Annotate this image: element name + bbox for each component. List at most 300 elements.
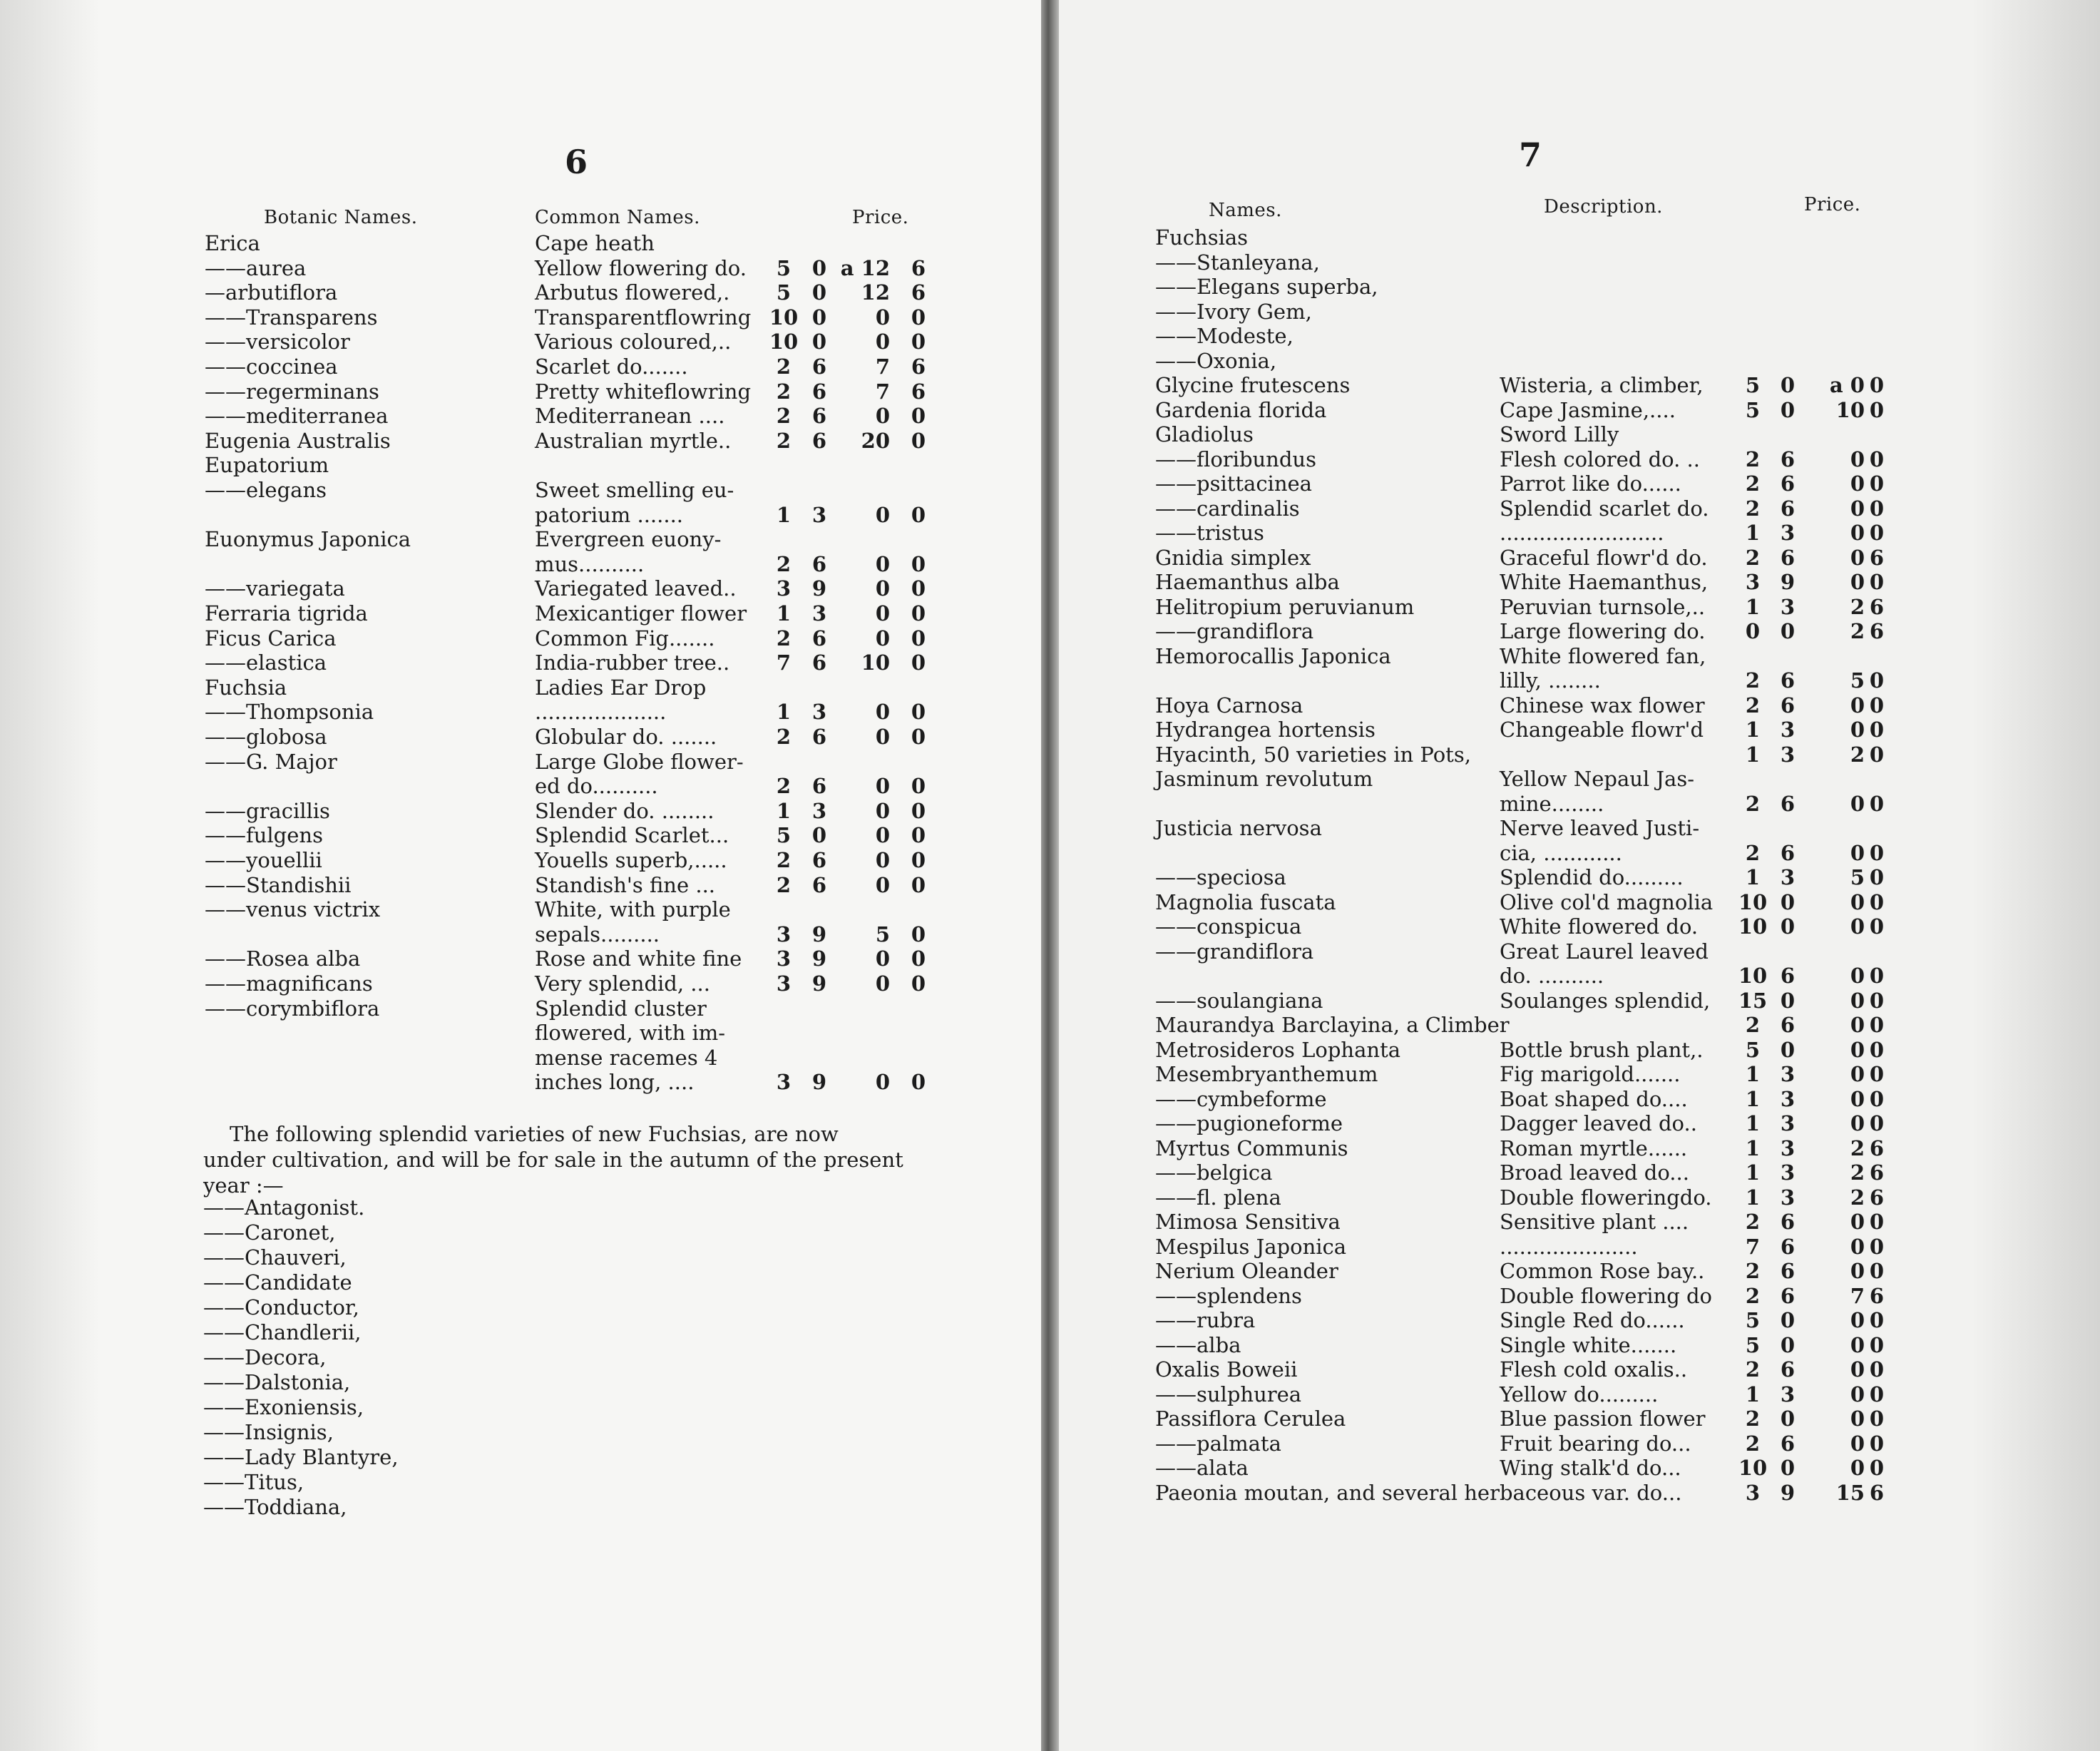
price-doz-shillings: 0: [1850, 1431, 1865, 1456]
price-row: [0, 601, 956, 626]
plant-name: Ficus Carica: [205, 626, 337, 650]
price-doz-shillings: 0: [875, 725, 890, 749]
price-doz-pence: 0: [1869, 1308, 1885, 1332]
price-doz-pence: 0: [1869, 496, 1885, 521]
plant-name: ——palmata: [1155, 1431, 1281, 1456]
price-row: [1059, 1013, 1943, 1037]
price-doz-shillings: 0: [875, 700, 890, 725]
plant-description: Evergreen euony-: [535, 527, 722, 552]
price-shillings: 2: [1745, 446, 1761, 471]
price-pence: 3: [811, 700, 827, 725]
price-doz-shillings: 0: [1850, 471, 1865, 496]
plant-description: Splendid scarlet do.: [1500, 496, 1709, 521]
price-row: [0, 626, 956, 650]
price-row: [1059, 1185, 1943, 1210]
price-pence: 3: [1780, 1160, 1796, 1185]
price-doz-shillings: 15: [1835, 1480, 1865, 1505]
plant-name: ——splendens: [1155, 1283, 1302, 1308]
price-row: [0, 774, 956, 798]
price-doz-pence: 0: [1869, 964, 1885, 988]
plant-name: ——cymbeforme: [1155, 1086, 1327, 1111]
plant-description: Dagger leaved do..: [1500, 1111, 1697, 1135]
price-shillings: 5: [776, 280, 792, 305]
price-doz-shillings: 7: [875, 379, 890, 404]
plant-name: ——elastica: [205, 650, 327, 675]
price-row: [1059, 1456, 1943, 1480]
fuchsia-variety: ——Chauveri,: [203, 1245, 347, 1270]
price-pence: 6: [1780, 964, 1796, 988]
price-pence: 0: [1780, 988, 1796, 1013]
fuchsia-variety: ——Decora,: [203, 1345, 327, 1369]
plant-name: Fuchsias: [1155, 225, 1249, 250]
plant-description: Parrot like do......: [1500, 471, 1681, 496]
plant-name: ——elegans: [205, 478, 327, 502]
price-doz-shillings: 0: [875, 626, 890, 650]
price-row: [1059, 1210, 1943, 1234]
plant-description: Flesh cold oxalis..: [1500, 1357, 1688, 1382]
price-shillings: 1: [1745, 742, 1761, 767]
price-row: [0, 404, 956, 428]
price-shillings: 3: [776, 971, 792, 996]
price-shillings: 1: [1745, 1185, 1761, 1210]
price-shillings: 2: [1745, 1210, 1761, 1234]
price-row: [1059, 275, 1943, 299]
price-shillings: 7: [1745, 1234, 1761, 1259]
price-pence: 0: [811, 330, 827, 354]
plant-name: ——Thompsonia: [205, 700, 374, 725]
price-shillings: 2: [776, 354, 792, 379]
price-doz-pence: 0: [1869, 1210, 1885, 1234]
price-shillings: 1: [1745, 1382, 1761, 1407]
price-doz-pence: 0: [1869, 1111, 1885, 1135]
price-pence: 0: [811, 255, 827, 280]
price-shillings: 2: [776, 626, 792, 650]
header-botanic-names: Botanic Names.: [264, 207, 418, 228]
price-doz-shillings: 0: [1850, 446, 1865, 471]
price-doz-pence: 0: [911, 428, 926, 453]
price-doz-shillings: 0: [875, 305, 890, 330]
plant-name: Gnidia simplex: [1155, 545, 1311, 570]
price-doz-pence: 0: [1869, 1086, 1885, 1111]
price-pence: 6: [1780, 471, 1796, 496]
price-doz-pence: 0: [1869, 1234, 1885, 1259]
price-row: [1059, 742, 1943, 767]
plant-name: ——psittacinea: [1155, 471, 1312, 496]
plant-name: —arbutiflora: [205, 280, 338, 305]
price-doz-pence: 0: [911, 848, 926, 872]
plant-name: Metrosideros Lophanta: [1155, 1037, 1401, 1062]
plant-description: cia, ............: [1500, 840, 1622, 865]
plant-description: mense racemes 4: [535, 1045, 718, 1070]
price-pence: 3: [1780, 1185, 1796, 1210]
price-shillings: 1: [1745, 1111, 1761, 1135]
price-doz-shillings: a 12: [840, 255, 890, 280]
price-pence: 3: [1780, 1086, 1796, 1111]
plant-name: Glycine frutescens: [1155, 373, 1351, 397]
plant-description: Splendid do.........: [1500, 865, 1684, 889]
plant-description: Mexicantiger flower: [535, 601, 747, 626]
price-doz-shillings: 0: [1850, 840, 1865, 865]
plant-name: Passiflora Cerulea: [1155, 1407, 1346, 1431]
price-doz-pence: 6: [1869, 594, 1885, 619]
page-number-right: 7: [1519, 136, 1542, 174]
price-row: [0, 256, 956, 280]
plant-name: ——variegata: [205, 576, 345, 601]
price-shillings: 2: [776, 379, 792, 404]
price-shillings: 3: [776, 922, 792, 946]
price-pence: 6: [811, 872, 827, 897]
price-pence: 3: [1780, 742, 1796, 767]
price-row: [0, 996, 956, 1021]
price-shillings: 2: [1745, 1259, 1761, 1283]
price-row: [1059, 1111, 1943, 1135]
price-row: [1059, 1038, 1943, 1062]
price-pence: 6: [1780, 496, 1796, 521]
price-row: [1059, 1308, 1943, 1332]
plant-description: Splendid Scarlet...: [535, 823, 729, 848]
plant-description: .........................: [1500, 521, 1664, 545]
plant-description: Double floweringdo.: [1500, 1185, 1712, 1210]
price-doz-shillings: 0: [1850, 545, 1865, 570]
price-row: [0, 700, 956, 724]
plant-name: ——coccinea: [205, 354, 338, 379]
price-shillings: 2: [1745, 693, 1761, 718]
price-doz-pence: 0: [911, 823, 926, 848]
plant-name: ——Oxonia,: [1155, 348, 1277, 373]
plant-name: ——floribundus: [1155, 446, 1316, 471]
price-row: [1059, 300, 1943, 324]
price-row: [1059, 890, 1943, 914]
plant-description: Sensitive plant ....: [1500, 1210, 1689, 1234]
plant-name: Erica: [205, 231, 260, 255]
price-doz-pence: 0: [1869, 791, 1885, 816]
price-row: [1059, 496, 1943, 521]
plant-description: Rose and white fine: [535, 946, 742, 971]
price-doz-pence: 0: [911, 774, 926, 799]
price-doz-shillings: 0: [1850, 914, 1865, 939]
price-doz-shillings: 0: [1850, 1357, 1865, 1382]
price-row: [1059, 570, 1943, 594]
price-shillings: 10: [1738, 964, 1768, 988]
plant-name: ——Stanleyana,: [1155, 250, 1320, 275]
price-doz-pence: 0: [1869, 1037, 1885, 1062]
book-gutter: [1041, 0, 1059, 1751]
price-doz-shillings: 0: [1850, 521, 1865, 545]
plant-description: Bottle brush plant,.: [1500, 1037, 1704, 1062]
price-row: [1059, 865, 1943, 889]
plant-description: Scarlet do.......: [535, 354, 688, 379]
price-pence: 9: [811, 576, 827, 601]
header-price: Price.: [1804, 194, 1861, 215]
price-row: [1059, 1431, 1943, 1456]
price-row: [0, 280, 956, 305]
price-row: [1059, 792, 1943, 816]
plant-name: Justicia nervosa: [1155, 816, 1322, 840]
plant-description: mine........: [1500, 791, 1604, 816]
price-doz-pence: 6: [911, 255, 926, 280]
price-doz-pence: 0: [911, 700, 926, 725]
price-doz-pence: 0: [911, 650, 926, 675]
plant-name: Oxalis Boweii: [1155, 1357, 1298, 1382]
plant-name: Helitropium peruvianum: [1155, 594, 1415, 619]
price-shillings: 2: [776, 774, 792, 799]
plant-description: Cape heath: [535, 231, 655, 255]
price-row: [1059, 447, 1943, 471]
price-doz-shillings: 0: [875, 1070, 890, 1095]
plant-description: Double flowering do: [1500, 1283, 1713, 1308]
plant-name: ——aurea: [205, 255, 307, 280]
price-doz-shillings: 2: [1850, 742, 1865, 767]
price-doz-pence: 6: [1869, 1283, 1885, 1308]
price-row: [1059, 521, 1943, 545]
price-doz-pence: 0: [1869, 1357, 1885, 1382]
price-row: [1059, 1382, 1943, 1407]
price-doz-shillings: 0: [875, 576, 890, 601]
plant-description: Graceful flowr'd do.: [1500, 545, 1708, 570]
price-shillings: 1: [776, 601, 792, 626]
price-pence: 3: [811, 601, 827, 626]
plant-description: Boat shaped do....: [1500, 1086, 1688, 1111]
price-doz-shillings: 0: [1850, 889, 1865, 914]
price-shillings: 5: [776, 823, 792, 848]
price-doz-shillings: 2: [1850, 594, 1865, 619]
price-doz-shillings: 7: [1850, 1283, 1865, 1308]
price-doz-shillings: 0: [1850, 791, 1865, 816]
price-doz-shillings: 0: [1850, 1062, 1865, 1086]
price-pence: 0: [811, 280, 827, 305]
plant-description: Youells superb,.....: [535, 848, 727, 872]
price-pence: 6: [1780, 1234, 1796, 1259]
price-row: [1059, 939, 1943, 964]
price-shillings: 2: [1745, 496, 1761, 521]
price-row: [1059, 595, 1943, 619]
price-doz-shillings: 0: [875, 848, 890, 872]
plant-name: ——tristus: [1155, 521, 1264, 545]
price-doz-pence: 0: [911, 626, 926, 650]
plant-name: ——soulangiana: [1155, 988, 1323, 1013]
price-doz-shillings: 0: [1850, 496, 1865, 521]
fuchsia-variety: ——Dalstonia,: [203, 1370, 351, 1394]
price-doz-shillings: 0: [875, 601, 890, 626]
price-doz-pence: 0: [1869, 889, 1885, 914]
plant-name: Euonymus Japonica: [205, 527, 411, 552]
plant-description: flowered, with im-: [535, 1021, 726, 1046]
price-row: [0, 1070, 956, 1094]
fuchsia-variety: ——Candidate: [203, 1270, 352, 1295]
plant-description: Yellow flowering do.: [535, 255, 747, 280]
price-pence: 3: [1780, 1382, 1796, 1407]
price-doz-shillings: 0: [875, 823, 890, 848]
price-pence: 6: [1780, 1283, 1796, 1308]
plant-description: Mediterranean ....: [535, 404, 725, 429]
plant-description: Broad leaved do...: [1500, 1160, 1689, 1185]
price-doz-pence: 6: [1869, 1480, 1885, 1505]
price-pence: 0: [1780, 1332, 1796, 1357]
price-row: [1059, 668, 1943, 693]
plant-description: Cape Jasmine,....: [1500, 397, 1676, 422]
plant-description: Flesh colored do. ..: [1500, 446, 1700, 471]
plant-description: Fig marigold.......: [1500, 1062, 1681, 1086]
plant-description: Wisteria, a climber,: [1500, 373, 1704, 397]
fuchsia-variety: ——Antagonist.: [203, 1195, 365, 1220]
price-shillings: 2: [1745, 545, 1761, 570]
plant-name: ——Modeste,: [1155, 324, 1294, 348]
price-row: [1059, 225, 1943, 250]
price-doz-pence: 0: [1869, 1431, 1885, 1456]
price-pence: 6: [811, 428, 827, 453]
price-shillings: 2: [1745, 1283, 1761, 1308]
price-shillings: 3: [1745, 1480, 1761, 1505]
price-row: [0, 379, 956, 404]
price-pence: 0: [811, 823, 827, 848]
price-shillings: 2: [776, 404, 792, 429]
price-doz-shillings: 0: [875, 502, 890, 527]
plant-name: Hemorocallis Japonica: [1155, 643, 1391, 668]
plant-name: ——cardinalis: [1155, 496, 1300, 521]
price-pence: 6: [1780, 545, 1796, 570]
price-doz-pence: 0: [1869, 1062, 1885, 1086]
plant-description: do. ..........: [1500, 964, 1604, 988]
plant-name: Paeonia moutan, and several herbaceous var. do...: [1155, 1480, 1682, 1505]
price-doz-shillings: 2: [1850, 1160, 1865, 1185]
plant-name: Eugenia Australis: [205, 428, 391, 453]
price-shillings: 2: [1745, 840, 1761, 865]
fuchsia-variety: ——Lady Blantyre,: [203, 1445, 399, 1469]
price-pence: 3: [811, 798, 827, 823]
price-pence: 0: [1780, 889, 1796, 914]
price-doz-pence: 0: [1869, 1332, 1885, 1357]
plant-name: Hoya Carnosa: [1155, 693, 1303, 718]
plant-name: ——Standishii: [205, 872, 352, 897]
price-doz-shillings: 0: [1850, 570, 1865, 594]
plant-description: Common Rose bay..: [1500, 1259, 1705, 1283]
plant-description: Nerve leaved Justi-: [1500, 816, 1700, 840]
price-pence: 6: [1780, 693, 1796, 718]
price-doz-pence: 0: [1869, 373, 1885, 397]
price-row: [1059, 422, 1943, 446]
price-row: [0, 650, 956, 675]
plant-name: Fuchsia: [205, 675, 287, 700]
price-shillings: 2: [776, 428, 792, 453]
price-pence: 0: [1780, 1037, 1796, 1062]
fuchsia-variety: ——Exoniensis,: [203, 1395, 364, 1419]
fuchsia-variety: ——Chandlerii,: [203, 1320, 362, 1344]
plant-description: Olive col'd magnolia: [1500, 889, 1714, 914]
plant-description: Roman myrtle......: [1500, 1135, 1688, 1160]
price-doz-shillings: 0: [1850, 988, 1865, 1013]
price-row: [0, 576, 956, 601]
plant-name: Hyacinth, 50 varieties in Pots,: [1155, 742, 1471, 767]
price-pence: 9: [811, 922, 827, 946]
price-doz-pence: 0: [1869, 1382, 1885, 1407]
price-row: [1059, 816, 1943, 840]
price-doz-pence: 0: [1869, 693, 1885, 718]
price-doz-pence: 0: [911, 946, 926, 971]
price-pence: 6: [811, 379, 827, 404]
price-doz-pence: 0: [1869, 521, 1885, 545]
price-doz-shillings: a 0: [1829, 373, 1865, 397]
plant-name: ——conspicua: [1155, 914, 1302, 939]
price-doz-shillings: 0: [875, 551, 890, 576]
price-pence: 0: [811, 305, 827, 330]
plant-name: ——Rosea alba: [205, 946, 361, 971]
price-doz-shillings: 0: [1850, 964, 1865, 988]
price-doz-shillings: 0: [1850, 1332, 1865, 1357]
price-doz-pence: 0: [911, 798, 926, 823]
price-doz-pence: 0: [911, 971, 926, 996]
price-doz-shillings: 0: [1850, 1456, 1865, 1480]
price-shillings: 3: [776, 576, 792, 601]
price-row: [1059, 1259, 1943, 1283]
plant-name: ——regerminans: [205, 379, 379, 404]
price-doz-pence: 0: [1869, 1456, 1885, 1480]
price-shillings: 2: [776, 872, 792, 897]
left-page: [0, 0, 1041, 1751]
price-shillings: 2: [1745, 471, 1761, 496]
plant-description: Very splendid, ...: [535, 971, 710, 996]
price-doz-pence: 0: [1869, 718, 1885, 742]
price-row: [1059, 1235, 1943, 1259]
plant-name: ——fl. plena: [1155, 1185, 1281, 1210]
plant-description: Standish's fine ...: [535, 872, 716, 897]
price-doz-shillings: 0: [1850, 1013, 1865, 1037]
plant-description: mus..........: [535, 551, 645, 576]
price-doz-pence: 0: [1869, 1013, 1885, 1037]
price-doz-pence: 0: [1869, 471, 1885, 496]
price-doz-shillings: 0: [1850, 1086, 1865, 1111]
paragraph-line: year :—: [203, 1173, 284, 1198]
price-pence: 9: [811, 971, 827, 996]
plant-description: Various coloured,..: [535, 330, 732, 354]
price-doz-shillings: 0: [1850, 1037, 1865, 1062]
price-pence: 0: [1780, 1456, 1796, 1480]
price-row: [1059, 644, 1943, 668]
price-row: [1059, 1481, 1943, 1505]
plant-description: Soulanges splendid,: [1500, 988, 1711, 1013]
price-row: [1059, 1062, 1943, 1086]
price-doz-shillings: 5: [1850, 865, 1865, 889]
price-pence: 0: [1780, 619, 1796, 643]
price-pence: 0: [1780, 1308, 1796, 1332]
price-row: [1059, 718, 1943, 742]
price-row: [1059, 324, 1943, 348]
price-doz-shillings: 7: [875, 354, 890, 379]
plant-description: Splendid cluster: [535, 996, 707, 1021]
price-doz-pence: 6: [1869, 1160, 1885, 1185]
header-price: Price.: [852, 207, 909, 228]
price-doz-shillings: 12: [861, 280, 890, 305]
price-row: [1059, 398, 1943, 422]
price-shillings: 5: [1745, 1332, 1761, 1357]
plant-name: Eupatorium: [205, 453, 329, 478]
price-doz-shillings: 0: [875, 971, 890, 996]
plant-description: White flowered do.: [1500, 914, 1699, 939]
price-row: [0, 354, 956, 379]
plant-description: ....................: [535, 700, 667, 725]
fuchsia-variety: ——Insignis,: [203, 1420, 334, 1444]
price-pence: 3: [1780, 1062, 1796, 1086]
price-doz-pence: 0: [1869, 397, 1885, 422]
price-doz-shillings: 0: [1850, 1111, 1865, 1135]
plant-description: Yellow do.........: [1500, 1382, 1659, 1407]
plant-name: Haemanthus alba: [1155, 570, 1340, 594]
plant-name: Gladiolus: [1155, 422, 1254, 446]
plant-name: Mesembryanthemum: [1155, 1062, 1378, 1086]
price-shillings: 2: [1745, 1407, 1761, 1431]
plant-description: White Haemanthus,: [1500, 570, 1709, 594]
price-row: [0, 873, 956, 897]
price-doz-pence: 6: [911, 354, 926, 379]
